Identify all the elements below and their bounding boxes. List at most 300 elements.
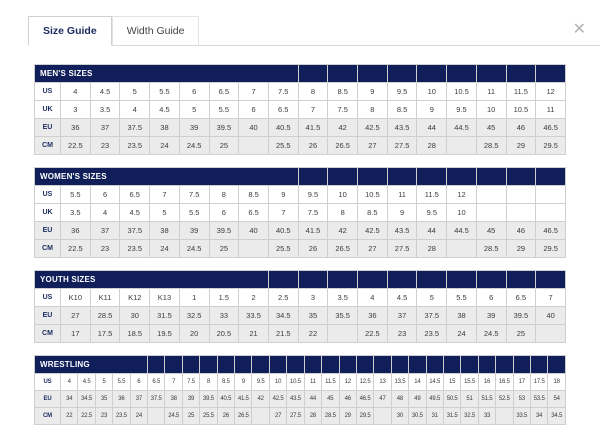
size-cell: 11 <box>387 186 417 204</box>
size-cell: 38 <box>447 307 477 325</box>
size-cell: 20 <box>179 325 209 343</box>
table-title-spacer <box>461 356 478 374</box>
size-cell: 27 <box>358 137 388 155</box>
size-cell: 31 <box>426 408 443 425</box>
size-cell: 29.5 <box>536 137 566 155</box>
size-cell: 23.5 <box>417 325 447 343</box>
size-cell: 17.5 <box>90 325 120 343</box>
table-title-spacer <box>358 65 388 83</box>
size-cell: 29 <box>506 137 536 155</box>
size-cell: 53 <box>513 391 530 408</box>
size-cell: 26 <box>298 137 328 155</box>
table-title: YOUTH SIZES <box>35 271 269 289</box>
size-cell: 39.5 <box>200 391 217 408</box>
size-cell: 39 <box>476 307 506 325</box>
table-title-spacer <box>304 356 321 374</box>
size-cell: 37 <box>387 307 417 325</box>
size-cell: 27.5 <box>287 408 304 425</box>
size-cell <box>476 204 506 222</box>
table-title-spacer <box>358 168 388 186</box>
size-cell: K12 <box>120 289 150 307</box>
size-cell: 28 <box>417 240 447 258</box>
size-cell: 29.5 <box>536 240 566 258</box>
size-cell: 23 <box>90 240 120 258</box>
size-table-youth <box>34 270 566 343</box>
size-cell: 22.5 <box>61 137 91 155</box>
size-cell: 26.5 <box>328 240 358 258</box>
table-title-spacer <box>478 356 495 374</box>
size-cell: 34 <box>530 408 547 425</box>
size-cell: 23.5 <box>113 408 130 425</box>
size-cell: 33.5 <box>513 408 530 425</box>
size-cell: 12 <box>447 186 477 204</box>
size-cell: 41.5 <box>298 119 328 137</box>
size-cell: 7 <box>536 289 566 307</box>
size-cell: 26 <box>298 240 328 258</box>
size-cell: 45 <box>322 391 339 408</box>
table-title-spacer <box>536 271 566 289</box>
row-label-cm: CM <box>35 137 61 155</box>
size-cell: 22.5 <box>78 408 95 425</box>
size-cell: 34.5 <box>268 307 298 325</box>
size-cell: 29 <box>506 240 536 258</box>
size-cell <box>506 204 536 222</box>
size-cell: 30 <box>120 307 150 325</box>
size-cell: 31.5 <box>150 307 180 325</box>
size-cell: 8.5 <box>358 204 388 222</box>
size-cell: 11.5 <box>322 374 339 391</box>
row-label-eu: EU <box>35 222 61 240</box>
size-cell: 16.5 <box>496 374 513 391</box>
size-cell: 12 <box>536 83 566 101</box>
size-cell: 5 <box>417 289 447 307</box>
size-cell: 45 <box>476 222 506 240</box>
table-title-spacer <box>217 356 234 374</box>
size-cell: 17 <box>513 374 530 391</box>
size-cell: 24.5 <box>476 325 506 343</box>
size-cell: 7.5 <box>268 83 298 101</box>
size-cell: 5.5 <box>61 186 91 204</box>
tab-size-guide[interactable]: Size Guide <box>28 16 112 46</box>
size-cell: 24 <box>150 137 180 155</box>
size-cell <box>328 325 358 343</box>
size-cell: 38 <box>150 222 180 240</box>
size-cell: 8.5 <box>328 83 358 101</box>
table-title-spacer <box>298 168 328 186</box>
size-cell: 25.5 <box>268 137 298 155</box>
size-cell: 16 <box>478 374 495 391</box>
size-cell: 6 <box>209 204 239 222</box>
size-cell: 7.5 <box>179 186 209 204</box>
size-cell: 37 <box>130 391 147 408</box>
size-cell: 8.5 <box>217 374 234 391</box>
size-cell: 3 <box>298 289 328 307</box>
size-cell: 22.5 <box>61 240 91 258</box>
size-cell: 19.5 <box>150 325 180 343</box>
size-cell: 39.5 <box>209 222 239 240</box>
size-cell: 44 <box>304 391 321 408</box>
size-cell: 4.5 <box>120 204 150 222</box>
size-cell: 27.5 <box>387 137 417 155</box>
size-cell: 5 <box>150 204 180 222</box>
size-cell: 33.5 <box>239 307 269 325</box>
size-cell: 37.5 <box>417 307 447 325</box>
size-cell: 51.5 <box>478 391 495 408</box>
size-cell: 39.5 <box>506 307 536 325</box>
size-cell: 6 <box>130 374 147 391</box>
size-cell: 24 <box>150 240 180 258</box>
size-cell: 6.5 <box>239 204 269 222</box>
table-title-spacer <box>426 356 443 374</box>
size-cell: 4 <box>358 289 388 307</box>
size-cell: 8 <box>328 204 358 222</box>
size-cell: 44.5 <box>447 222 477 240</box>
row-label-us: US <box>35 186 61 204</box>
table-title-spacer <box>476 65 506 83</box>
size-cell: 30 <box>391 408 408 425</box>
size-cell: 10 <box>269 374 286 391</box>
size-cell <box>476 186 506 204</box>
size-cell: 25.5 <box>268 240 298 258</box>
size-cell <box>252 408 269 425</box>
size-cell: 27 <box>61 307 91 325</box>
size-cell: 37.5 <box>120 119 150 137</box>
table-title-spacer <box>374 356 391 374</box>
size-cell: 8 <box>209 186 239 204</box>
table-title-spacer <box>298 65 328 83</box>
size-cell: 12.5 <box>356 374 373 391</box>
size-cell <box>536 204 566 222</box>
size-cell: 4 <box>90 204 120 222</box>
row-label-cm: CM <box>35 240 61 258</box>
size-cell: 10.5 <box>447 83 477 101</box>
size-cell: 3.5 <box>328 289 358 307</box>
size-cell: 2 <box>239 289 269 307</box>
size-cell: 4.5 <box>150 101 180 119</box>
row-label-uk: UK <box>35 101 61 119</box>
size-cell: 23 <box>90 137 120 155</box>
size-cell: 36 <box>61 222 91 240</box>
size-cell: 28.5 <box>476 137 506 155</box>
size-cell: 29.5 <box>356 408 373 425</box>
size-cell: 50.5 <box>443 391 460 408</box>
size-cell: 3 <box>61 101 91 119</box>
table-title-spacer <box>447 271 477 289</box>
size-cell: 46.5 <box>536 119 566 137</box>
table-title-spacer <box>476 168 506 186</box>
size-cell: 40 <box>239 119 269 137</box>
size-cell: 34.5 <box>78 391 95 408</box>
size-cell: 15.5 <box>461 374 478 391</box>
size-cell: 8.5 <box>239 186 269 204</box>
size-cell: 40.5 <box>268 222 298 240</box>
size-cell: 23 <box>387 325 417 343</box>
size-cell: 39 <box>179 119 209 137</box>
size-cell: 7 <box>298 101 328 119</box>
size-cell: 7 <box>150 186 180 204</box>
table-title-spacer <box>387 65 417 83</box>
size-cell <box>239 240 269 258</box>
size-cell: 4.5 <box>90 83 120 101</box>
size-cell: 1 <box>179 289 209 307</box>
size-cell: 54 <box>548 391 566 408</box>
size-cell: 7 <box>165 374 182 391</box>
size-cell: 35 <box>298 307 328 325</box>
size-cell: 32.5 <box>461 408 478 425</box>
size-cell: 3.5 <box>90 101 120 119</box>
table-title: MEN'S SIZES <box>35 65 299 83</box>
size-cell: 24.5 <box>179 137 209 155</box>
table-title-spacer <box>536 65 566 83</box>
table-title-spacer <box>391 356 408 374</box>
size-cell <box>536 325 566 343</box>
table-title-spacer <box>548 356 566 374</box>
table-title-spacer <box>339 356 356 374</box>
size-cell: 18.5 <box>120 325 150 343</box>
table-title-spacer <box>447 168 477 186</box>
size-cell: 52.5 <box>496 391 513 408</box>
row-label-cm: CM <box>35 408 61 425</box>
size-cell: 49.5 <box>426 391 443 408</box>
size-cell: K11 <box>90 289 120 307</box>
size-cell <box>148 408 165 425</box>
size-cell: 25 <box>209 137 239 155</box>
table-title-spacer <box>287 356 304 374</box>
size-cell <box>536 186 566 204</box>
table-title-spacer <box>417 65 447 83</box>
size-cell: 4.5 <box>78 374 95 391</box>
size-cell: 5.5 <box>113 374 130 391</box>
tab-width-guide[interactable]: Width Guide <box>112 16 200 46</box>
size-cell: 40 <box>536 307 566 325</box>
size-cell: 28 <box>417 137 447 155</box>
size-cell: 45 <box>476 119 506 137</box>
size-cell: 43.5 <box>387 222 417 240</box>
size-cell: 9.5 <box>298 186 328 204</box>
table-title-spacer <box>328 168 358 186</box>
size-cell: 39.5 <box>209 119 239 137</box>
table-title-spacer <box>530 356 547 374</box>
table-title: WOMEN'S SIZES <box>35 168 299 186</box>
size-cell: 9 <box>235 374 252 391</box>
size-cell: 6 <box>239 101 269 119</box>
size-cell: 26.5 <box>328 137 358 155</box>
size-cell: 25 <box>182 408 199 425</box>
size-cell <box>447 240 477 258</box>
size-cell: 28.5 <box>476 240 506 258</box>
size-cell: 38 <box>150 119 180 137</box>
size-cell: 10 <box>447 204 477 222</box>
table-title-spacer <box>322 356 339 374</box>
size-cell: 5.5 <box>150 83 180 101</box>
tabbar <box>28 16 600 46</box>
size-cell: 10 <box>328 186 358 204</box>
size-cell: K10 <box>61 289 91 307</box>
size-cell: 22 <box>61 408 78 425</box>
size-cell: 22 <box>298 325 328 343</box>
size-cell: 7.5 <box>182 374 199 391</box>
size-cell: 47 <box>374 391 391 408</box>
size-cell: 6.5 <box>506 289 536 307</box>
size-cell: 46 <box>506 119 536 137</box>
size-cell: 46 <box>339 391 356 408</box>
size-cell: 44 <box>417 222 447 240</box>
size-cell: 34.5 <box>548 408 566 425</box>
size-cell: 6 <box>476 289 506 307</box>
size-cell: 28.5 <box>322 408 339 425</box>
size-cell: 9 <box>358 83 388 101</box>
table-title-spacer <box>356 356 373 374</box>
size-table-womens <box>34 167 566 258</box>
table-title-spacer <box>358 271 388 289</box>
size-cell: 14.5 <box>426 374 443 391</box>
size-cell: 9.5 <box>417 204 447 222</box>
size-cell: 8 <box>200 374 217 391</box>
size-cell: 33 <box>209 307 239 325</box>
table-title-spacer <box>417 168 447 186</box>
table-title-spacer <box>165 356 182 374</box>
row-label-cm: CM <box>35 325 61 343</box>
size-cell: 35 <box>95 391 112 408</box>
size-cell: 5 <box>179 101 209 119</box>
table-title-spacer <box>268 271 298 289</box>
size-cell: 5.5 <box>209 101 239 119</box>
size-cell: 9 <box>387 204 417 222</box>
size-cell: 37.5 <box>148 391 165 408</box>
table-title-spacer <box>409 356 426 374</box>
size-cell: 20.5 <box>209 325 239 343</box>
table-title-spacer <box>298 271 328 289</box>
size-cell: 38 <box>165 391 182 408</box>
size-cell: 30.5 <box>409 408 426 425</box>
size-cell: 4 <box>61 83 91 101</box>
size-cell: 49 <box>409 391 426 408</box>
size-cell: 35.5 <box>328 307 358 325</box>
size-cell: 14 <box>409 374 426 391</box>
size-cell: 42 <box>328 222 358 240</box>
size-cell: 21.5 <box>268 325 298 343</box>
size-cell: 42.5 <box>269 391 286 408</box>
size-cell: 6 <box>179 83 209 101</box>
size-cell: 25 <box>506 325 536 343</box>
size-cell: 40.5 <box>268 119 298 137</box>
size-cell: 10.5 <box>358 186 388 204</box>
table-title-spacer <box>506 65 536 83</box>
size-cell: 9.5 <box>387 83 417 101</box>
size-cell: 10.5 <box>506 101 536 119</box>
table-title-spacer <box>200 356 217 374</box>
size-cell: 28 <box>304 408 321 425</box>
size-cell: 8.5 <box>387 101 417 119</box>
size-cell: 17.5 <box>530 374 547 391</box>
size-cell: 25.5 <box>200 408 217 425</box>
size-guide-modal <box>0 16 600 425</box>
size-cell: 6.5 <box>268 101 298 119</box>
size-table-mens <box>34 64 566 155</box>
size-cell: 18 <box>548 374 566 391</box>
size-cell: 23.5 <box>120 240 150 258</box>
size-cell: 17 <box>61 325 91 343</box>
size-table-wrestling <box>34 355 566 425</box>
size-cell: 28.5 <box>90 307 120 325</box>
size-cell: 43.5 <box>387 119 417 137</box>
size-cell: 4 <box>61 374 78 391</box>
size-cell: 46.5 <box>536 222 566 240</box>
size-cell: 22.5 <box>358 325 388 343</box>
size-cell: 6.5 <box>209 83 239 101</box>
table-title-spacer <box>536 168 566 186</box>
size-cell: 11 <box>536 101 566 119</box>
size-tables <box>0 46 600 425</box>
table-title: WRESTLING <box>35 356 148 374</box>
size-cell <box>447 137 477 155</box>
size-cell: 24 <box>447 325 477 343</box>
size-cell: 39 <box>179 222 209 240</box>
size-cell: 11 <box>476 83 506 101</box>
size-cell: 10 <box>476 101 506 119</box>
row-label-eu: EU <box>35 307 61 325</box>
size-cell: 25 <box>209 240 239 258</box>
size-cell: 53.5 <box>530 391 547 408</box>
size-cell: 51 <box>461 391 478 408</box>
close-icon[interactable]: ✕ <box>572 21 586 38</box>
table-title-spacer <box>447 65 477 83</box>
table-title-spacer <box>417 271 447 289</box>
size-cell: 5 <box>120 83 150 101</box>
size-cell: 12 <box>339 374 356 391</box>
size-cell: 32.5 <box>179 307 209 325</box>
size-cell: 11 <box>304 374 321 391</box>
row-label-us: US <box>35 374 61 391</box>
size-cell: 36 <box>358 307 388 325</box>
row-label-eu: EU <box>35 391 61 408</box>
size-cell: 46.5 <box>356 391 373 408</box>
size-cell: 42.5 <box>358 119 388 137</box>
size-cell: 9 <box>417 101 447 119</box>
table-title-spacer <box>252 356 269 374</box>
table-title-spacer <box>496 356 513 374</box>
size-cell <box>506 186 536 204</box>
size-cell: 23.5 <box>120 137 150 155</box>
table-title-spacer <box>506 168 536 186</box>
size-cell: 7.5 <box>328 101 358 119</box>
size-cell: 15 <box>443 374 460 391</box>
size-cell: 37 <box>90 222 120 240</box>
size-cell: 6 <box>90 186 120 204</box>
size-cell: 34 <box>61 391 78 408</box>
size-cell <box>374 408 391 425</box>
size-cell: 33 <box>478 408 495 425</box>
size-cell: 4.5 <box>387 289 417 307</box>
size-cell: 42 <box>328 119 358 137</box>
table-title-spacer <box>235 356 252 374</box>
size-cell: 36 <box>61 119 91 137</box>
size-cell: 36 <box>113 391 130 408</box>
size-cell: 42.5 <box>358 222 388 240</box>
size-cell: 41.5 <box>298 222 328 240</box>
size-cell: 42 <box>252 391 269 408</box>
size-cell: 24.5 <box>165 408 182 425</box>
size-cell: 39 <box>182 391 199 408</box>
size-cell: 27.5 <box>387 240 417 258</box>
row-label-us: US <box>35 83 61 101</box>
table-title-spacer <box>476 271 506 289</box>
size-cell: 7 <box>268 204 298 222</box>
size-cell: 13 <box>374 374 391 391</box>
size-cell: 4 <box>120 101 150 119</box>
size-cell: 26 <box>217 408 234 425</box>
row-label-uk: UK <box>35 204 61 222</box>
